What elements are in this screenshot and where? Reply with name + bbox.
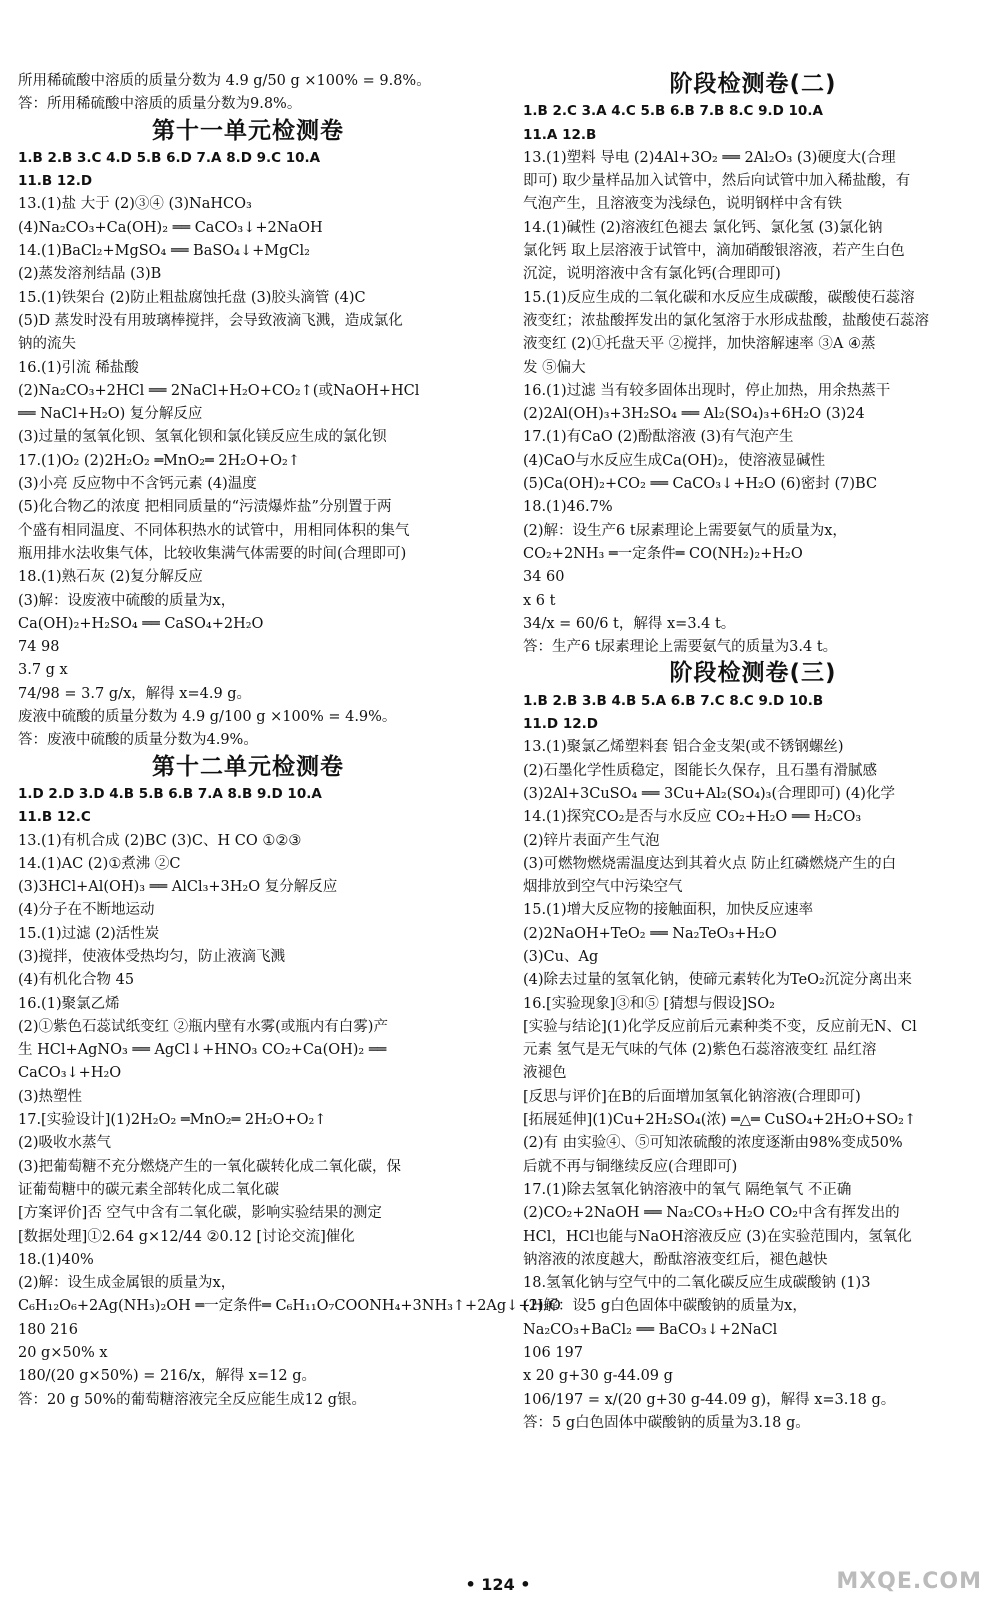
answer-line: (2)解：设5 g白色固体中碳酸钠的质量为x， bbox=[523, 1298, 807, 1315]
answer-line: [数据处理]①2.64 g×12/44 ②0.12 [讨论交流]催化 bbox=[18, 1228, 355, 1245]
stage-2-answers bbox=[523, 100, 983, 659]
answer-line: 即可) 取少量样品加入试管中，然后向试管中加入稀盐酸，有 bbox=[523, 173, 911, 190]
answer-line: (5)化合物乙的浓度 把相同质量的“污渍爆炸盐”分别置于两 bbox=[18, 499, 392, 516]
answer-line: (3)热塑性 bbox=[18, 1088, 83, 1105]
answer-line: 16.(1)引流 稀盐酸 bbox=[18, 359, 139, 376]
answer-line: 18.(1)熟石灰 (2)复分解反应 bbox=[18, 569, 203, 586]
answer-line: (3)2Al+3CuSO₄ ══ 3Cu+Al₂(SO₄)₃(合理即可) (4)化学 bbox=[523, 785, 895, 802]
choice-answer-line: 11.B 12.D bbox=[18, 173, 93, 190]
answer-line: 答：5 g白色固体中碳酸钠的质量为3.18 g。 bbox=[523, 1414, 810, 1431]
answer-line: (3)可燃物燃烧需温度达到其着火点 防止红磷燃烧产生的白 bbox=[523, 855, 897, 872]
intro-block bbox=[18, 70, 478, 117]
answer-line: C₆H₁₂O₆+2Ag(NH₃)₂OH ═一定条件═ C₆H₁₁O₇COONH₄+3NH₃↑+2Ag↓+H₂O bbox=[18, 1298, 561, 1315]
choice-answer-line: 11.B 12.C bbox=[18, 809, 91, 826]
answer-line: 17.(1)除去氢氧化钠溶液中的氧气 隔绝氧气 不正确 bbox=[523, 1181, 852, 1198]
answer-line: 3.7 g x bbox=[18, 662, 68, 679]
answer-line: (3)过量的氢氧化钡、氢氧化钡和氯化镁反应生成的氯化钡 bbox=[18, 429, 387, 446]
answer-line: 18.氢氧化钠与空气中的二氧化碳反应生成碳酸钠 (1)3 bbox=[523, 1275, 871, 1292]
answer-line: x 6 t bbox=[523, 592, 556, 609]
answer-line: 氯化钙 取上层溶液于试管中，滴加硝酸银溶液，若产生白色 bbox=[523, 243, 905, 260]
choice-answer-line: 11.D 12.D bbox=[523, 716, 598, 733]
answer-line: 74/98 = 3.7 g/x，解得 x=4.9 g。 bbox=[18, 685, 252, 702]
answer-line: (2)有 由实验④、⑤可知浓硫酸的浓度逐渐由98%变成50% bbox=[523, 1135, 903, 1152]
answer-line: 14.(1)BaCl₂+MgSO₄ ══ BaSO₄↓+MgCl₂ bbox=[18, 243, 310, 260]
answer-line: 16.(1)过滤 当有较多固体出现时，停止加热，用余热蒸干 bbox=[523, 382, 891, 399]
answer-line: (3)把葡萄糖不充分燃烧产生的一氧化碳转化成二氧化碳，保 bbox=[18, 1158, 402, 1175]
answer-line: 废液中硫酸的质量分数为 4.9 g/100 g ×100% = 4.9%。 bbox=[18, 709, 397, 726]
watermark-logo: MXQE.COM bbox=[836, 1569, 982, 1594]
answer-line: (2)蒸发溶剂结晶 (3)B bbox=[18, 266, 162, 283]
answer-line: (4)分子在不断地运动 bbox=[18, 902, 155, 919]
answer-line: (4)除去过量的氢氧化钠，使碲元素转化为TeO₂沉淀分离出来 bbox=[523, 972, 912, 989]
answer-line: (2)Na₂CO₃+2HCl ══ 2NaCl+H₂O+CO₂↑(或NaOH+HCl bbox=[18, 382, 420, 399]
answer-line: 14.(1)碱性 (2)溶液红色褪去 氯化钙、氯化氢 (3)氯化钠 bbox=[523, 219, 883, 236]
answer-line: (3)解：设废液中硫酸的质量为x， bbox=[18, 592, 236, 609]
choice-answer-line: 1.B 2.C 3.A 4.C 5.B 6.B 7.B 8.C 9.D 10.A bbox=[523, 103, 823, 120]
answer-line: 15.(1)过滤 (2)活性炭 bbox=[18, 925, 160, 942]
answer-line: 15.(1)反应生成的二氧化碳和水反应生成碳酸，碳酸使石蕊溶 bbox=[523, 289, 915, 306]
answer-line: [反思与评价]在B的后面增加氢氧化钠溶液(合理即可) bbox=[523, 1088, 861, 1105]
answer-line: (2)锌片表面产生气泡 bbox=[523, 832, 660, 849]
answer-line: 74 98 bbox=[18, 639, 60, 656]
answer-line: 18.(1)46.7% bbox=[523, 499, 613, 516]
answer-line: CO₂+2NH₃ ═一定条件═ CO(NH₂)₂+H₂O bbox=[523, 545, 803, 562]
answer-line: 沉淀，说明溶液中含有氯化钙(合理即可) bbox=[523, 266, 781, 283]
answer-line: 16.(1)聚氯乙烯 bbox=[18, 995, 120, 1012]
answer-line: (2)解：设生成金属银的质量为x， bbox=[18, 1275, 236, 1292]
answer-line: 14.(1)探究CO₂是否与水反应 CO₂+H₂O ══ H₂CO₃ bbox=[523, 809, 862, 826]
answer-line: 180/(20 g×50%) = 216/x，解得 x=12 g。 bbox=[18, 1368, 316, 1385]
intro-line: 答：所用稀硫酸中溶质的质量分数为9.8%。 bbox=[18, 96, 302, 113]
answer-line: (3)Cu、Ag bbox=[523, 948, 599, 965]
choice-answer-line: 1.B 2.B 3.C 4.D 5.B 6.D 7.A 8.D 9.C 10.A bbox=[18, 149, 321, 166]
page-number: • 124 • bbox=[465, 1575, 531, 1594]
answer-line: [实验与结论](1)化学反应前后元素种类不变，反应前无N、Cl bbox=[523, 1018, 917, 1035]
answer-line: 18.(1)40% bbox=[18, 1251, 94, 1268]
answer-line: 17.(1)O₂ (2)2H₂O₂ ═MnO₂═ 2H₂O+O₂↑ bbox=[18, 452, 300, 469]
stage-3-answers bbox=[523, 690, 983, 1436]
answer-line: 34 60 bbox=[523, 569, 565, 586]
answer-line: 发 ⑤偏大 bbox=[523, 359, 586, 376]
answer-line: 16.[实验现象]③和⑤ [猜想与假设]SO₂ bbox=[523, 995, 775, 1012]
answer-line: 答：废液中硫酸的质量分数为4.9%。 bbox=[18, 732, 258, 749]
answer-line: (2)2NaOH+TeO₂ ══ Na₂TeO₃+H₂O bbox=[523, 925, 777, 942]
answer-line: (4)Na₂CO₃+Ca(OH)₂ ══ CaCO₃↓+2NaOH bbox=[18, 219, 323, 236]
answer-line: 烟排放到空气中污染空气 bbox=[523, 879, 683, 896]
answer-line: 证葡萄糖中的碳元素全部转化成二氧化碳 bbox=[18, 1181, 279, 1198]
answer-line: Ca(OH)₂+H₂SO₄ ══ CaSO₄+2H₂O bbox=[18, 615, 264, 632]
intro-line: 所用稀硫酸中溶质的质量分数为 4.9 g/50 g ×100% = 9.8%。 bbox=[18, 73, 431, 89]
answer-line: (3)3HCl+Al(OH)₃ ══ AlCl₃+3H₂O 复分解反应 bbox=[18, 879, 338, 896]
answer-line: HCl，HCl也能与NaOH溶液反应 (3)在实验范围内，氢氧化 bbox=[523, 1228, 912, 1245]
answer-line: CaCO₃↓+H₂O bbox=[18, 1065, 122, 1082]
answer-line: 气泡产生，且溶液变为浅绿色，说明钢样中含有铁 bbox=[523, 196, 842, 213]
answer-line: 15.(1)增大反应物的接触面积，加快反应速率 bbox=[523, 902, 814, 919]
answer-line: 答：20 g 50%的葡萄糖溶液完全反应能生成12 g银。 bbox=[18, 1391, 367, 1408]
answer-line: 15.(1)铁架台 (2)防止粗盐腐蚀托盘 (3)胶头滴管 (4)C bbox=[18, 289, 366, 306]
answer-line: (4)有机化合物 45 bbox=[18, 972, 135, 989]
answer-line: (2)2Al(OH)₃+3H₂SO₄ ══ Al₂(SO₄)₃+6H₂O (3)24 bbox=[523, 406, 865, 423]
answer-line: 13.(1)盐 大于 (2)③④ (3)NaHCO₃ bbox=[18, 196, 252, 213]
section-title-stage-2: 阶段检测卷(二) bbox=[669, 71, 837, 97]
answer-line: x 20 g+30 g-44.09 g bbox=[523, 1368, 673, 1385]
answer-line: 106 197 bbox=[523, 1345, 583, 1362]
answer-line: (2)CO₂+2NaOH ══ Na₂CO₃+H₂O CO₂中含有挥发出的 bbox=[523, 1205, 900, 1222]
answer-line: 液变红；浓盐酸挥发出的氯化氢溶于水形成盐酸，盐酸使石蕊溶 bbox=[523, 312, 929, 329]
answer-line: (2)解：设生产6 t尿素理论上需要氨气的质量为x， bbox=[523, 522, 847, 539]
answer-line: 钠的流失 bbox=[18, 336, 76, 353]
answer-line: 生 HCl+AgNO₃ ══ AgCl↓+HNO₃ CO₂+Ca(OH)₂ ══ bbox=[18, 1042, 387, 1059]
right-column bbox=[523, 70, 983, 1435]
answer-line: 106/197 = x/(20 g+30 g-44.09 g)，解得 x=3.18 g。 bbox=[523, 1391, 896, 1408]
answer-line: 14.(1)AC (2)①煮沸 ②C bbox=[18, 855, 181, 872]
answer-line: (5)D 蒸发时没有用玻璃棒搅拌，会导致液滴飞溅，造成氯化 bbox=[18, 312, 403, 329]
answer-line: 17.[实验设计](1)2H₂O₂ ═MnO₂═ 2H₂O+O₂↑ bbox=[18, 1112, 327, 1129]
answer-line: (2)石墨化学性质稳定，图能长久保存，且石墨有滑腻感 bbox=[523, 762, 878, 779]
choice-answer-line: 1.D 2.D 3.D 4.B 5.B 6.B 7.A 8.B 9.D 10.A bbox=[18, 785, 322, 802]
answer-line: 后就不再与铜继续反应(合理即可) bbox=[523, 1158, 738, 1175]
answer-line: [拓展延伸](1)Cu+2H₂SO₄(浓) ═△═ CuSO₄+2H₂O+SO₂↑ bbox=[523, 1112, 917, 1129]
answer-line: (3)小亮 反应物中不含钙元素 (4)温度 bbox=[18, 476, 257, 493]
answer-line: 答：生产6 t尿素理论上需要氨气的质量为3.4 t。 bbox=[523, 639, 838, 656]
answer-line: 个盛有相同温度、不同体积热水的试管中，用相同体积的集气 bbox=[18, 522, 410, 539]
answer-line: 瓶用排水法收集气体，比较收集满气体需要的时间(合理即可) bbox=[18, 545, 407, 562]
answer-line: 钠溶液的浓度越大，酚酞溶液变红后，褪色越快 bbox=[523, 1251, 828, 1268]
answer-line: (5)Ca(OH)₂+CO₂ ══ CaCO₃↓+H₂O (6)密封 (7)BC bbox=[523, 476, 878, 493]
answer-line: 13.(1)塑料 导电 (2)4Al+3O₂ ══ 2Al₂O₃ (3)硬度大(合理 bbox=[523, 149, 896, 166]
answer-line: (2)①紫色石蕊试纸变红 ②瓶内壁有水雾(或瓶内有白雾)产 bbox=[18, 1018, 388, 1035]
answer-line: 20 g×50% x bbox=[18, 1345, 108, 1362]
answer-line: (2)吸收水蒸气 bbox=[18, 1135, 112, 1152]
section-title-stage-3: 阶段检测卷(三) bbox=[669, 660, 837, 687]
choice-answer-line: 1.B 2.B 3.B 4.B 5.A 6.B 7.C 8.C 9.D 10.B bbox=[523, 692, 824, 709]
answer-line: 液褪色 bbox=[523, 1065, 567, 1082]
answer-line: 液变红 (2)①托盘天平 ②搅拌，加快溶解速率 ③A ④蒸 bbox=[523, 336, 876, 353]
section-title-unit-12: 第十二单元检测卷 bbox=[152, 753, 344, 780]
section-title-unit-11: 第十一单元检测卷 bbox=[152, 117, 344, 144]
answer-line: 34/x = 60/6 t，解得 x=3.4 t。 bbox=[523, 615, 736, 632]
unit-11-answers bbox=[18, 147, 478, 753]
answer-line: 元素 氢气是无气味的气体 (2)紫色石蕊溶液变红 品红溶 bbox=[523, 1042, 877, 1059]
answer-line: (4)CaO与水反应生成Ca(OH)₂，使溶液显碱性 bbox=[523, 452, 826, 469]
choice-answer-line: 11.A 12.B bbox=[523, 126, 597, 143]
answer-line: 180 216 bbox=[18, 1321, 78, 1338]
answer-line: [方案评价]否 空气中含有二氧化碳，影响实验结果的测定 bbox=[18, 1205, 382, 1222]
answer-line: 17.(1)有CaO (2)酚酞溶液 (3)有气泡产生 bbox=[523, 429, 794, 446]
answer-line: Na₂CO₃+BaCl₂ ══ BaCO₃↓+2NaCl bbox=[523, 1321, 778, 1338]
answer-line: ══ NaCl+H₂O) 复分解反应 bbox=[18, 406, 203, 423]
answer-line: 13.(1)有机合成 (2)BC (3)C、H CO ①②③ bbox=[18, 832, 302, 849]
answer-line: (3)搅拌，使液体受热均匀，防止液滴飞溅 bbox=[18, 948, 286, 965]
answer-line: 13.(1)聚氯乙烯塑料套 铝合金支架(或不锈钢螺丝) bbox=[523, 739, 844, 756]
